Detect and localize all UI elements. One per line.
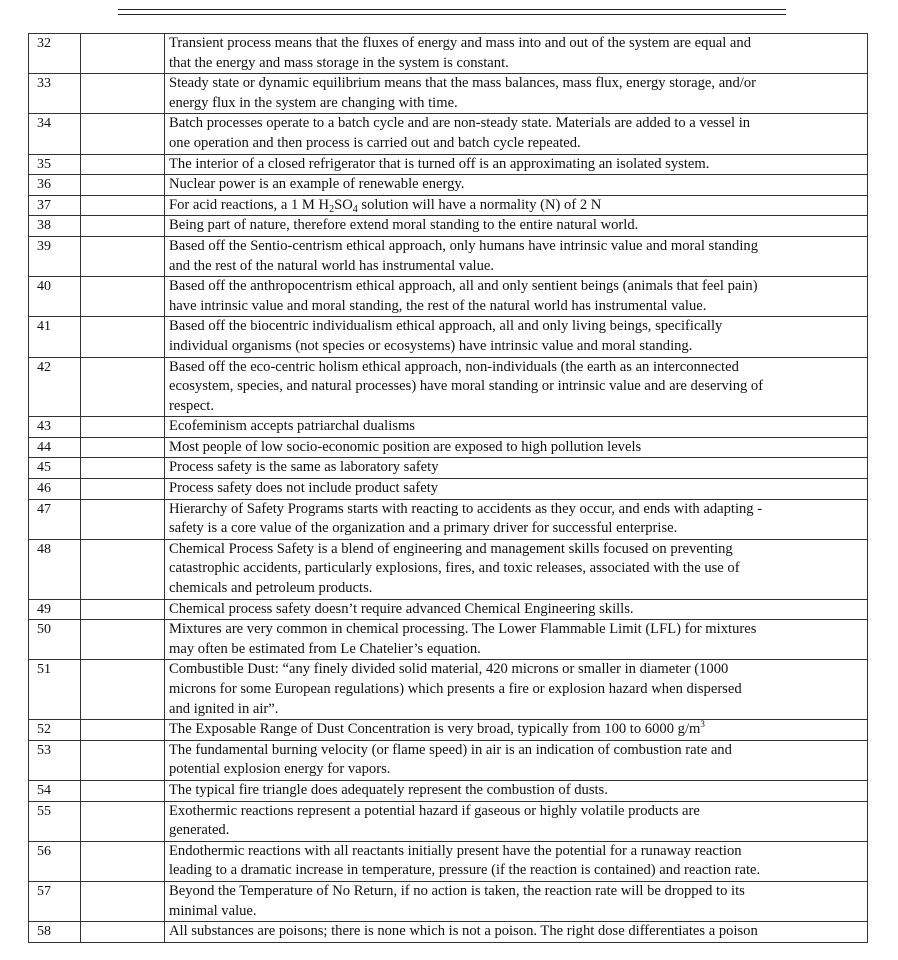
statement-part: For acid reactions, a 1 M H [169,196,330,213]
answer-cell[interactable] [81,720,165,741]
statement-text: Mixtures are very common in chemical processing. The Lower Flammable Limit (LFL) for mixtures may often be estimated from Le Chatelier’s equation. [165,620,868,660]
answer-cell[interactable] [81,458,165,479]
row-number: 53 [29,740,81,780]
statement-text: The typical fire triangle does adequately represent the combustion of dusts. [165,780,868,801]
statement-text: Chemical process safety doesn’t require advanced Chemical Engineering skills. [165,599,868,620]
statement-text: Chemical Process Safety is a blend of engineering and management skills focused on preventing catastrophic accidents, particularly explosions, fires, and toxic releases, associated with the use of chemicals and petroleum products. [165,539,868,599]
row-number: 41 [29,317,81,357]
answer-cell[interactable] [81,437,165,458]
table-row-48 [29,539,868,599]
row-number: 34 [29,114,81,154]
answer-cell[interactable] [81,417,165,438]
table-row-47 [29,499,868,539]
row-number: 35 [29,154,81,175]
row-number: 38 [29,216,81,237]
answer-cell[interactable] [81,195,165,216]
statement-text: Being part of nature, therefore extend moral standing to the entire natural world. [165,216,868,237]
table-row-53 [29,740,868,780]
header-rule-top [118,9,786,10]
table-row-54 [29,780,868,801]
statement-part: The Exposable Range of Dust Concentration is very broad, typically from 100 to 6000 g/m [169,721,701,738]
superscript: 3 [700,719,705,730]
row-number: 51 [29,660,81,720]
answer-cell[interactable] [81,479,165,500]
row-number: 58 [29,922,81,943]
table-row-40 [29,277,868,317]
table-row-52 [29,720,868,741]
table-row-58 [29,922,868,943]
statement-text: Process safety is the same as laboratory safety [165,458,868,479]
true-false-statements-table [28,33,868,943]
statement-text: All substances are poisons; there is none which is not a poison. The right dose differentiates a poison [165,922,868,943]
table-row-38 [29,216,868,237]
answer-cell[interactable] [81,620,165,660]
answer-cell[interactable] [81,154,165,175]
statement-text: Endothermic reactions with all reactants initially present have the potential for a runaway reaction leading to a dramatic increase in temperature, pressure (if the reaction is contained) and reaction rate. [165,841,868,881]
table-row-44 [29,437,868,458]
row-number: 39 [29,236,81,276]
statement-text: Process safety does not include product safety [165,479,868,500]
table-row-41 [29,317,868,357]
answer-cell[interactable] [81,357,165,417]
statement-text: Batch processes operate to a batch cycle and are non-steady state. Materials are added to a vessel in one operation and then process is carried out and batch cycle repeated. [165,114,868,154]
row-number: 36 [29,175,81,196]
table-row-55 [29,801,868,841]
statement-text: Based off the anthropocentrism ethical approach, all and only sentient beings (animals that feel pain) have intrinsic value and moral standing, the rest of the natural world has instrumental value. [165,277,868,317]
answer-cell[interactable] [81,236,165,276]
answer-cell[interactable] [81,841,165,881]
row-number: 43 [29,417,81,438]
row-number: 44 [29,437,81,458]
statement-part: solution will have a normality (N) of 2 N [357,196,602,213]
table-row-49 [29,599,868,620]
table-row-46 [29,479,868,500]
statement-text: Hierarchy of Safety Programs starts with reacting to accidents as they occur, and ends with adapting - safety is a core value of the organization and a primary driver for successful enterprise. [165,499,868,539]
table-row-34 [29,114,868,154]
row-number: 46 [29,479,81,500]
row-number: 40 [29,277,81,317]
table-row-57 [29,881,868,921]
table-row-45 [29,458,868,479]
statement-text: Based off the eco-centric holism ethical approach, non-individuals (the earth as an interconnected ecosystem, species, and natural processes) have moral standing or intrinsic value and are deserving of respect. [165,357,868,417]
table-row-43 [29,417,868,438]
row-number: 52 [29,720,81,741]
statement-text: Beyond the Temperature of No Return, if no action is taken, the reaction rate will be dropped to its minimal value. [165,881,868,921]
row-number: 47 [29,499,81,539]
statement-text: Based off the biocentric individualism ethical approach, all and only living beings, specifically individual organisms (not species or ecosystems) have intrinsic value and moral standing. [165,317,868,357]
row-number: 54 [29,780,81,801]
statement-text: Steady state or dynamic equilibrium means that the mass balances, mass flux, energy storage, and/or energy flux in the system are changing with time. [165,74,868,114]
row-number: 49 [29,599,81,620]
row-number: 45 [29,458,81,479]
table-row-39 [29,236,868,276]
statement-text: Based off the Sentio-centrism ethical approach, only humans have intrinsic value and moral standing and the rest of the natural world has instrumental value. [165,236,868,276]
answer-cell[interactable] [81,34,165,74]
statement-text: Transient process means that the fluxes of energy and mass into and out of the system are equal and that the energy and mass storage in the system is constant. [165,34,868,74]
table-row-51 [29,660,868,720]
statement-text: Exothermic reactions represent a potential hazard if gaseous or highly volatile products are generated. [165,801,868,841]
table-row-56 [29,841,868,881]
answer-cell[interactable] [81,539,165,599]
answer-cell[interactable] [81,740,165,780]
answer-cell[interactable] [81,881,165,921]
header-rule-bottom [118,14,786,15]
statement-text: Combustible Dust: “any finely divided solid material, 420 microns or smaller in diameter (1000 microns for some European regulations) which presents a fire or explosion hazard when dispersed and ignited in air”. [165,660,868,720]
table-row-32 [29,34,868,74]
row-number: 57 [29,881,81,921]
statement-part: SO [334,196,353,213]
statement-text [165,195,868,216]
table-row-42 [29,357,868,417]
row-number: 37 [29,195,81,216]
table-row-35 [29,154,868,175]
row-number: 42 [29,357,81,417]
answer-cell[interactable] [81,216,165,237]
table-row-33 [29,74,868,114]
row-number: 33 [29,74,81,114]
table-row-37 [29,195,868,216]
answer-cell[interactable] [81,175,165,196]
statement-text: Ecofeminism accepts patriarchal dualisms [165,417,868,438]
statement-text: Most people of low socio-economic position are exposed to high pollution levels [165,437,868,458]
table-row-36 [29,175,868,196]
row-number: 48 [29,539,81,599]
answer-cell[interactable] [81,499,165,539]
subscript: 2 [329,203,335,215]
row-number: 56 [29,841,81,881]
answer-cell[interactable] [81,114,165,154]
answer-cell[interactable] [81,801,165,841]
statement-text: Nuclear power is an example of renewable energy. [165,175,868,196]
answer-cell[interactable] [81,660,165,720]
subscript: 4 [352,203,358,215]
answer-cell[interactable] [81,780,165,801]
row-number: 55 [29,801,81,841]
statement-text: The fundamental burning velocity (or flame speed) in air is an indication of combustion rate and potential explosion energy for vapors. [165,740,868,780]
answer-cell[interactable] [81,277,165,317]
row-number: 50 [29,620,81,660]
statement-text [165,720,868,741]
answer-cell[interactable] [81,922,165,943]
answer-cell[interactable] [81,317,165,357]
statement-text: The interior of a closed refrigerator that is turned off is an approximating an isolated system. [165,154,868,175]
row-number: 32 [29,34,81,74]
answer-cell[interactable] [81,74,165,114]
answer-cell[interactable] [81,599,165,620]
table-row-50 [29,620,868,660]
